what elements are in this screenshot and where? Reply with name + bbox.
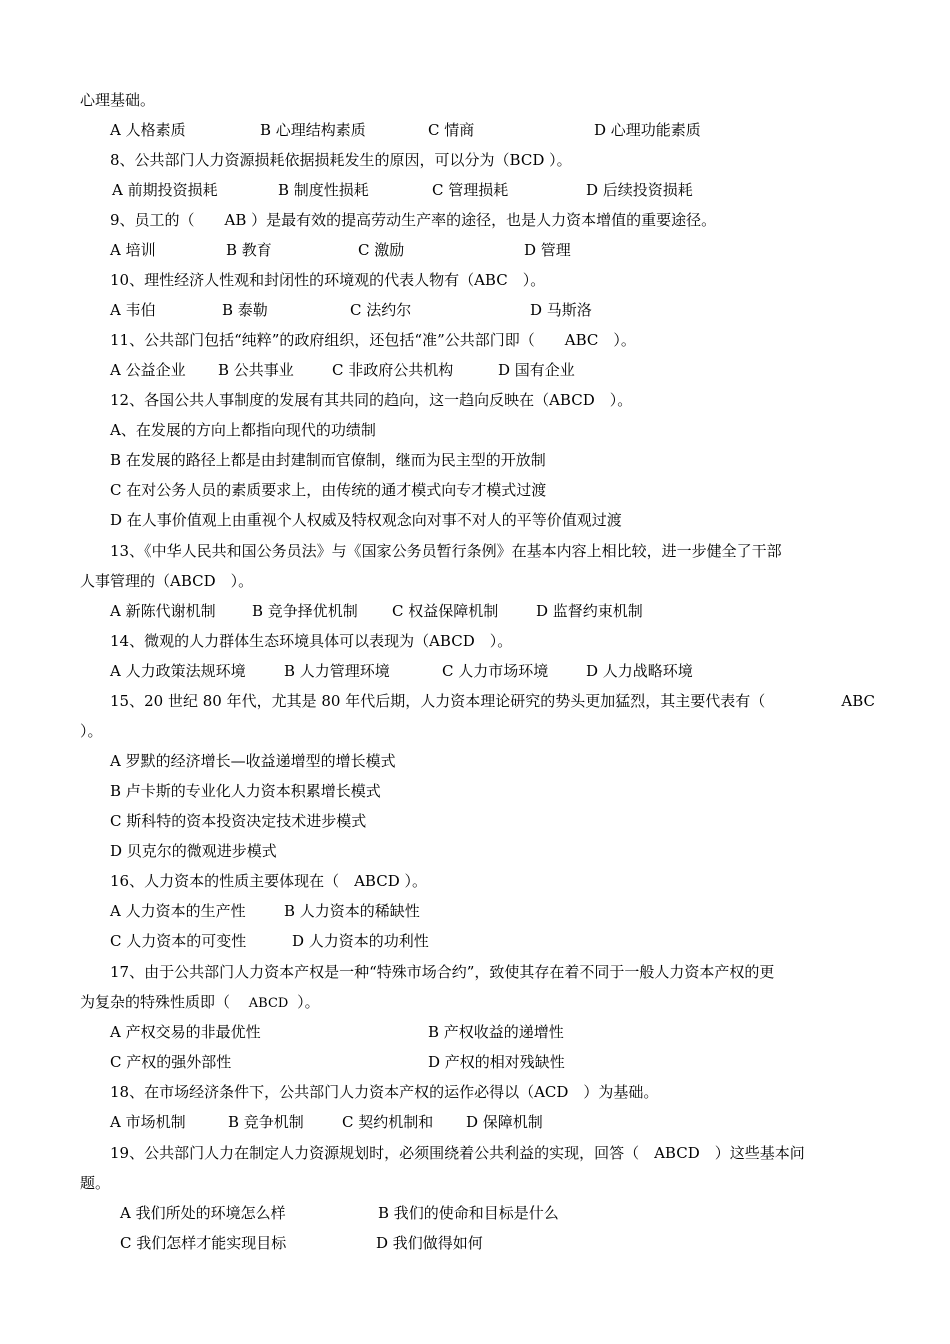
question-19-continued: 题。 (80, 1174, 111, 1192)
option-d: D 国有企业 (498, 361, 575, 379)
option-c: C 激励 (358, 241, 405, 259)
option-a: A 人力资本的生产性 (110, 902, 246, 920)
question-15-answer: ABC (841, 692, 875, 710)
option-c: C 权益保障机制 (392, 602, 499, 620)
option-a: A 产权交易的非最优性 (110, 1023, 261, 1041)
option-d: D 产权的相对残缺性 (428, 1053, 565, 1071)
question-17: 17、由于公共部门人力资本产权是一种“特殊市场合约”，致使其存在着不同于一般人力资本产权的更 (110, 963, 775, 981)
question-17-continued (80, 991, 880, 1013)
option-b: B 公共事业 (218, 361, 294, 379)
question-17-answer: ABCD (248, 996, 289, 1011)
option-line: A、在发展的方向上都指向现代的功绩制 (110, 421, 376, 439)
option-c: C 非政府公共机构 (332, 361, 454, 379)
option-d: D 我们做得如何 (376, 1234, 483, 1252)
options-row-q16b (110, 930, 910, 952)
options-row-q8 (110, 179, 910, 201)
option-c: C 契约机制和 (342, 1113, 434, 1131)
option-d: D 马斯洛 (530, 301, 592, 319)
options-row-q17b (110, 1051, 910, 1073)
option-line: C 在对公务人员的素质要求上，由传统的通才模式向专才模式过渡 (110, 481, 547, 499)
question-17-text: 为复杂的特殊性质即（ (80, 993, 231, 1011)
question-9: 9、员工的（ AB ）是最有效的提高劳动生产率的途径，也是人力资本增值的重要途径。 (110, 211, 717, 229)
option-a: A 人格素质 (110, 121, 186, 139)
option-d: D 心理功能素质 (594, 121, 701, 139)
question-13-continued: 人事管理的（ABCD ）。 (80, 572, 254, 590)
option-c: C 人力资本的可变性 (110, 932, 247, 950)
question-15 (110, 690, 875, 712)
question-16: 16、人力资本的性质主要体现在（ ABCD ）。 (110, 872, 427, 890)
option-b: B 产权收益的递增性 (428, 1023, 564, 1041)
question-13: 13、《中华人民共和国公务员法》与《国家公务员暂行条例》在基本内容上相比较，进一步健全了干部 (110, 542, 782, 560)
option-d: D 监督约束机制 (536, 602, 643, 620)
option-c: C 管理损耗 (432, 181, 509, 199)
option-d: D 管理 (524, 241, 571, 259)
option-a: A 人力政策法规环境 (110, 662, 246, 680)
option-d: D 人力战略环境 (586, 662, 693, 680)
options-row-q10 (110, 299, 910, 321)
options-row-q18 (110, 1111, 910, 1133)
question-19: 19、公共部门人力在制定人力资源规划时，必须围绕着公共利益的实现，回答（ ABCD ）这些基本问 (110, 1144, 805, 1162)
option-a: A 公益企业 (110, 361, 186, 379)
question-10: 10、理性经济人性观和封闭性的环境观的代表人物有（ABC ）。 (110, 271, 546, 289)
options-row-q11 (110, 359, 910, 381)
option-b: B 我们的使命和目标是什么 (378, 1204, 559, 1222)
question-8: 8、公共部门人力资源损耗依据损耗发生的原因，可以分为（BCD ）。 (110, 151, 572, 169)
option-line: A 罗默的经济增长—收益递增型的增长模式 (110, 752, 396, 770)
question-12: 12、各国公共人事制度的发展有其共同的趋向，这一趋向反映在（ABCD ）。 (110, 391, 633, 409)
option-d: D 人力资本的功利性 (292, 932, 429, 950)
question-18: 18、在市场经济条件下，公共部门人力资本产权的运作必得以（ACD ）为基础。 (110, 1083, 659, 1101)
option-line: D 贝克尔的微观进步模式 (110, 842, 277, 860)
options-row-q19b (110, 1232, 910, 1254)
option-line: B 卢卡斯的专业化人力资本积累增长模式 (110, 782, 381, 800)
options-row-q14 (110, 660, 910, 682)
option-a: A 我们所处的环境怎么样 (120, 1204, 286, 1222)
question-14: 14、微观的人力群体生态环境具体可以表现为（ABCD ）。 (110, 632, 513, 650)
option-a: A 韦伯 (110, 301, 156, 319)
option-b: B 人力资本的稀缺性 (284, 902, 420, 920)
option-line: B 在发展的路径上都是由封建制而官僚制，继而为民主型的开放制 (110, 451, 546, 469)
options-row-q9 (110, 239, 910, 261)
options-row-q19a (110, 1202, 910, 1224)
option-c: C 情商 (428, 121, 475, 139)
option-c: C 法约尔 (350, 301, 412, 319)
option-d: D 保障机制 (466, 1113, 543, 1131)
options-row-q17a (110, 1021, 910, 1043)
option-a: A 前期投资损耗 (112, 181, 218, 199)
option-line: D 在人事价值观上由重视个人权威及特权观念向对事不对人的平等价值观过渡 (110, 511, 622, 529)
options-row-q16a (110, 900, 910, 922)
question-15-text: 15、20 世纪 80 年代，尤其是 80 年代后期，人力资本理论研究的势头更加猛烈，其主要代表有（ (110, 692, 766, 710)
question-11: 11、公共部门包括“纯粹”的政府组织，还包括“准”公共部门即（ ABC ）。 (110, 331, 636, 349)
option-a: A 市场机制 (110, 1113, 186, 1131)
option-b: B 心理结构素质 (260, 121, 366, 139)
option-d: D 后续投资损耗 (586, 181, 693, 199)
option-c: C 产权的强外部性 (110, 1053, 232, 1071)
option-b: B 制度性损耗 (278, 181, 369, 199)
option-c: C 人力市场环境 (442, 662, 549, 680)
option-a: A 培训 (110, 241, 156, 259)
question-15-continued: ）。 (80, 722, 103, 740)
option-b: B 竞争机制 (228, 1113, 304, 1131)
text-line: 心理基础。 (80, 91, 156, 109)
option-line: C 斯科特的资本投资决定技术进步模式 (110, 812, 367, 830)
option-b: B 教育 (226, 241, 272, 259)
option-b: B 泰勒 (222, 301, 268, 319)
options-row-q7 (110, 119, 910, 141)
options-row-q13 (110, 600, 910, 622)
option-b: B 人力管理环境 (284, 662, 390, 680)
question-17-end: ）。 (297, 993, 320, 1011)
option-b: B 竞争择优机制 (252, 602, 358, 620)
option-c: C 我们怎样才能实现目标 (120, 1234, 287, 1252)
option-a: A 新陈代谢机制 (110, 602, 216, 620)
